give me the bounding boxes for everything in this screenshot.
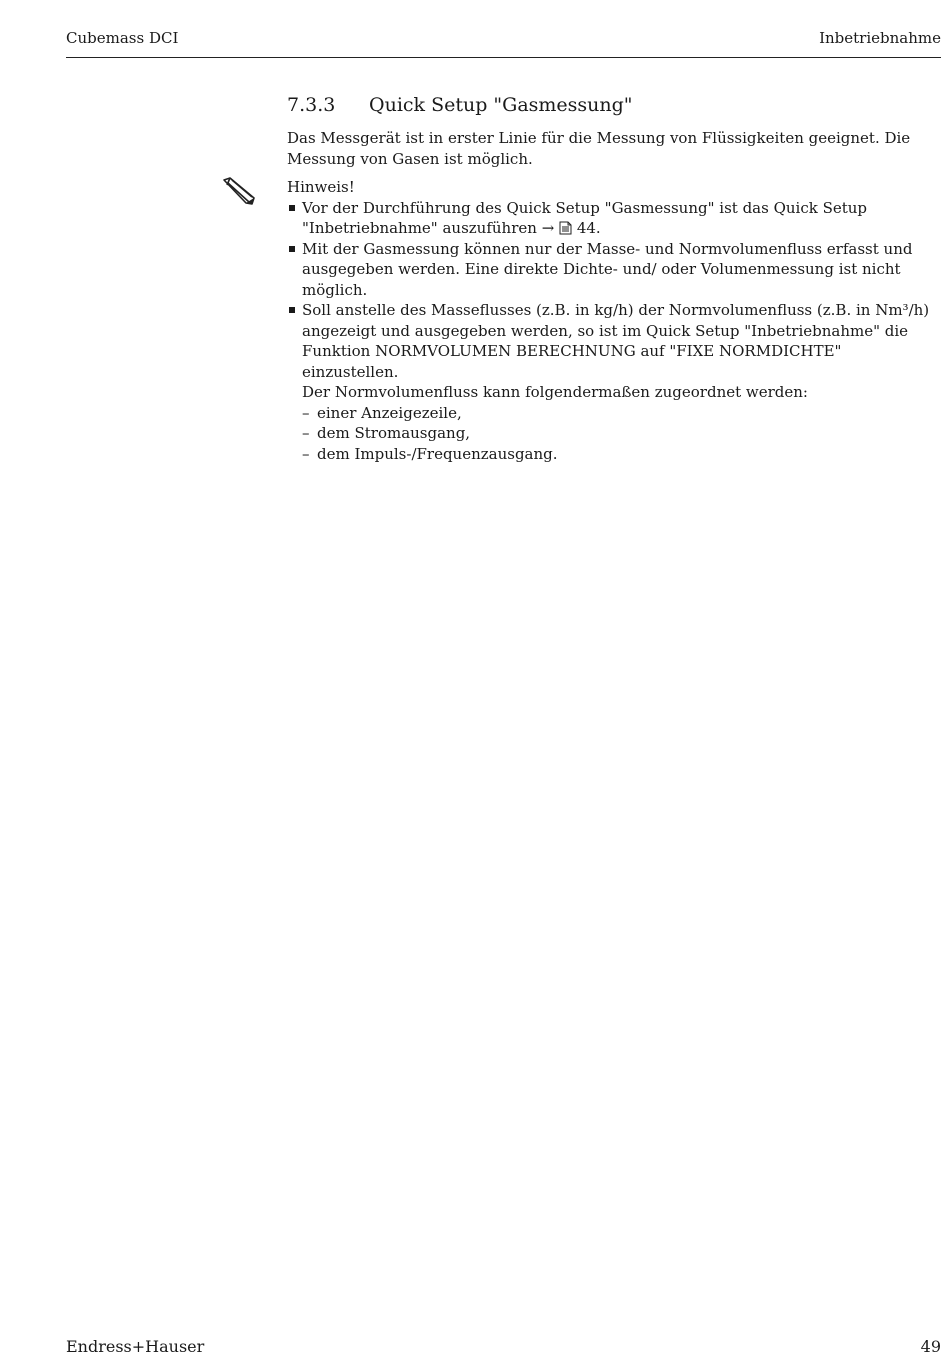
- dash-item: – dem Impuls-/Frequenzausgang.: [302, 444, 942, 465]
- bullet-followup-text: Der Normvolumenfluss kann folgendermaßen zugeordnet werden:: [302, 383, 808, 401]
- note-bullet: [287, 198, 942, 239]
- dash-item: – dem Stromausgang,: [302, 423, 942, 444]
- footer-company: Endress+Hauser: [66, 1337, 205, 1356]
- section-number: 7.3.3: [287, 94, 336, 116]
- bullet-marker: [289, 205, 295, 211]
- note-bullet: [287, 300, 942, 464]
- bullet-text: Soll anstelle des Masseflusses (z.B. in kg/h) der Normvolumenfluss (z.B. in Nm³/h) angezeigt und ausgegeben werden, so ist im Quick Setup "Inbetriebnahme" die Funktion NORMVOLUMEN BERECHNUNG auf "FIXE NORMDICHTE" einzustellen.: [302, 301, 930, 381]
- bullet-text: Mit der Gasmessung können nur der Masse- und Normvolumenfluss erfasst und ausgegeben werden. Eine direkte Dichte- und/ oder Volumenmessung ist nicht möglich.: [302, 239, 913, 299]
- header-product-name: Cubemass DCI: [66, 29, 179, 47]
- document-page-icon: [559, 221, 572, 235]
- section-heading: [287, 94, 633, 116]
- arrow-icon: →: [541, 219, 555, 237]
- page-number: 49: [920, 1337, 941, 1356]
- header-chapter-name: Inbetriebnahme: [819, 29, 941, 47]
- bullet-marker: [289, 246, 295, 252]
- intro-paragraph: Das Messgerät ist in erster Linie für die Messung von Flüssigkeiten geeignet. Die Messung von Gasen ist möglich.: [287, 129, 911, 168]
- note-block: [287, 177, 942, 464]
- page-header: [66, 29, 941, 58]
- note-bullet: [287, 239, 942, 301]
- pencil-icon: [222, 176, 258, 206]
- bullet-text: Vor der Durchführung des Quick Setup "Gasmessung" ist das Quick Setup "Inbetriebnahme" auszuführen: [302, 198, 868, 237]
- bullet-marker: [289, 307, 295, 313]
- section-title: Quick Setup "Gasmessung": [369, 94, 633, 116]
- dash-item: – einer Anzeigezeile,: [302, 403, 942, 424]
- note-heading: Hinweis!: [287, 178, 355, 196]
- page-reference: 44.: [576, 219, 601, 237]
